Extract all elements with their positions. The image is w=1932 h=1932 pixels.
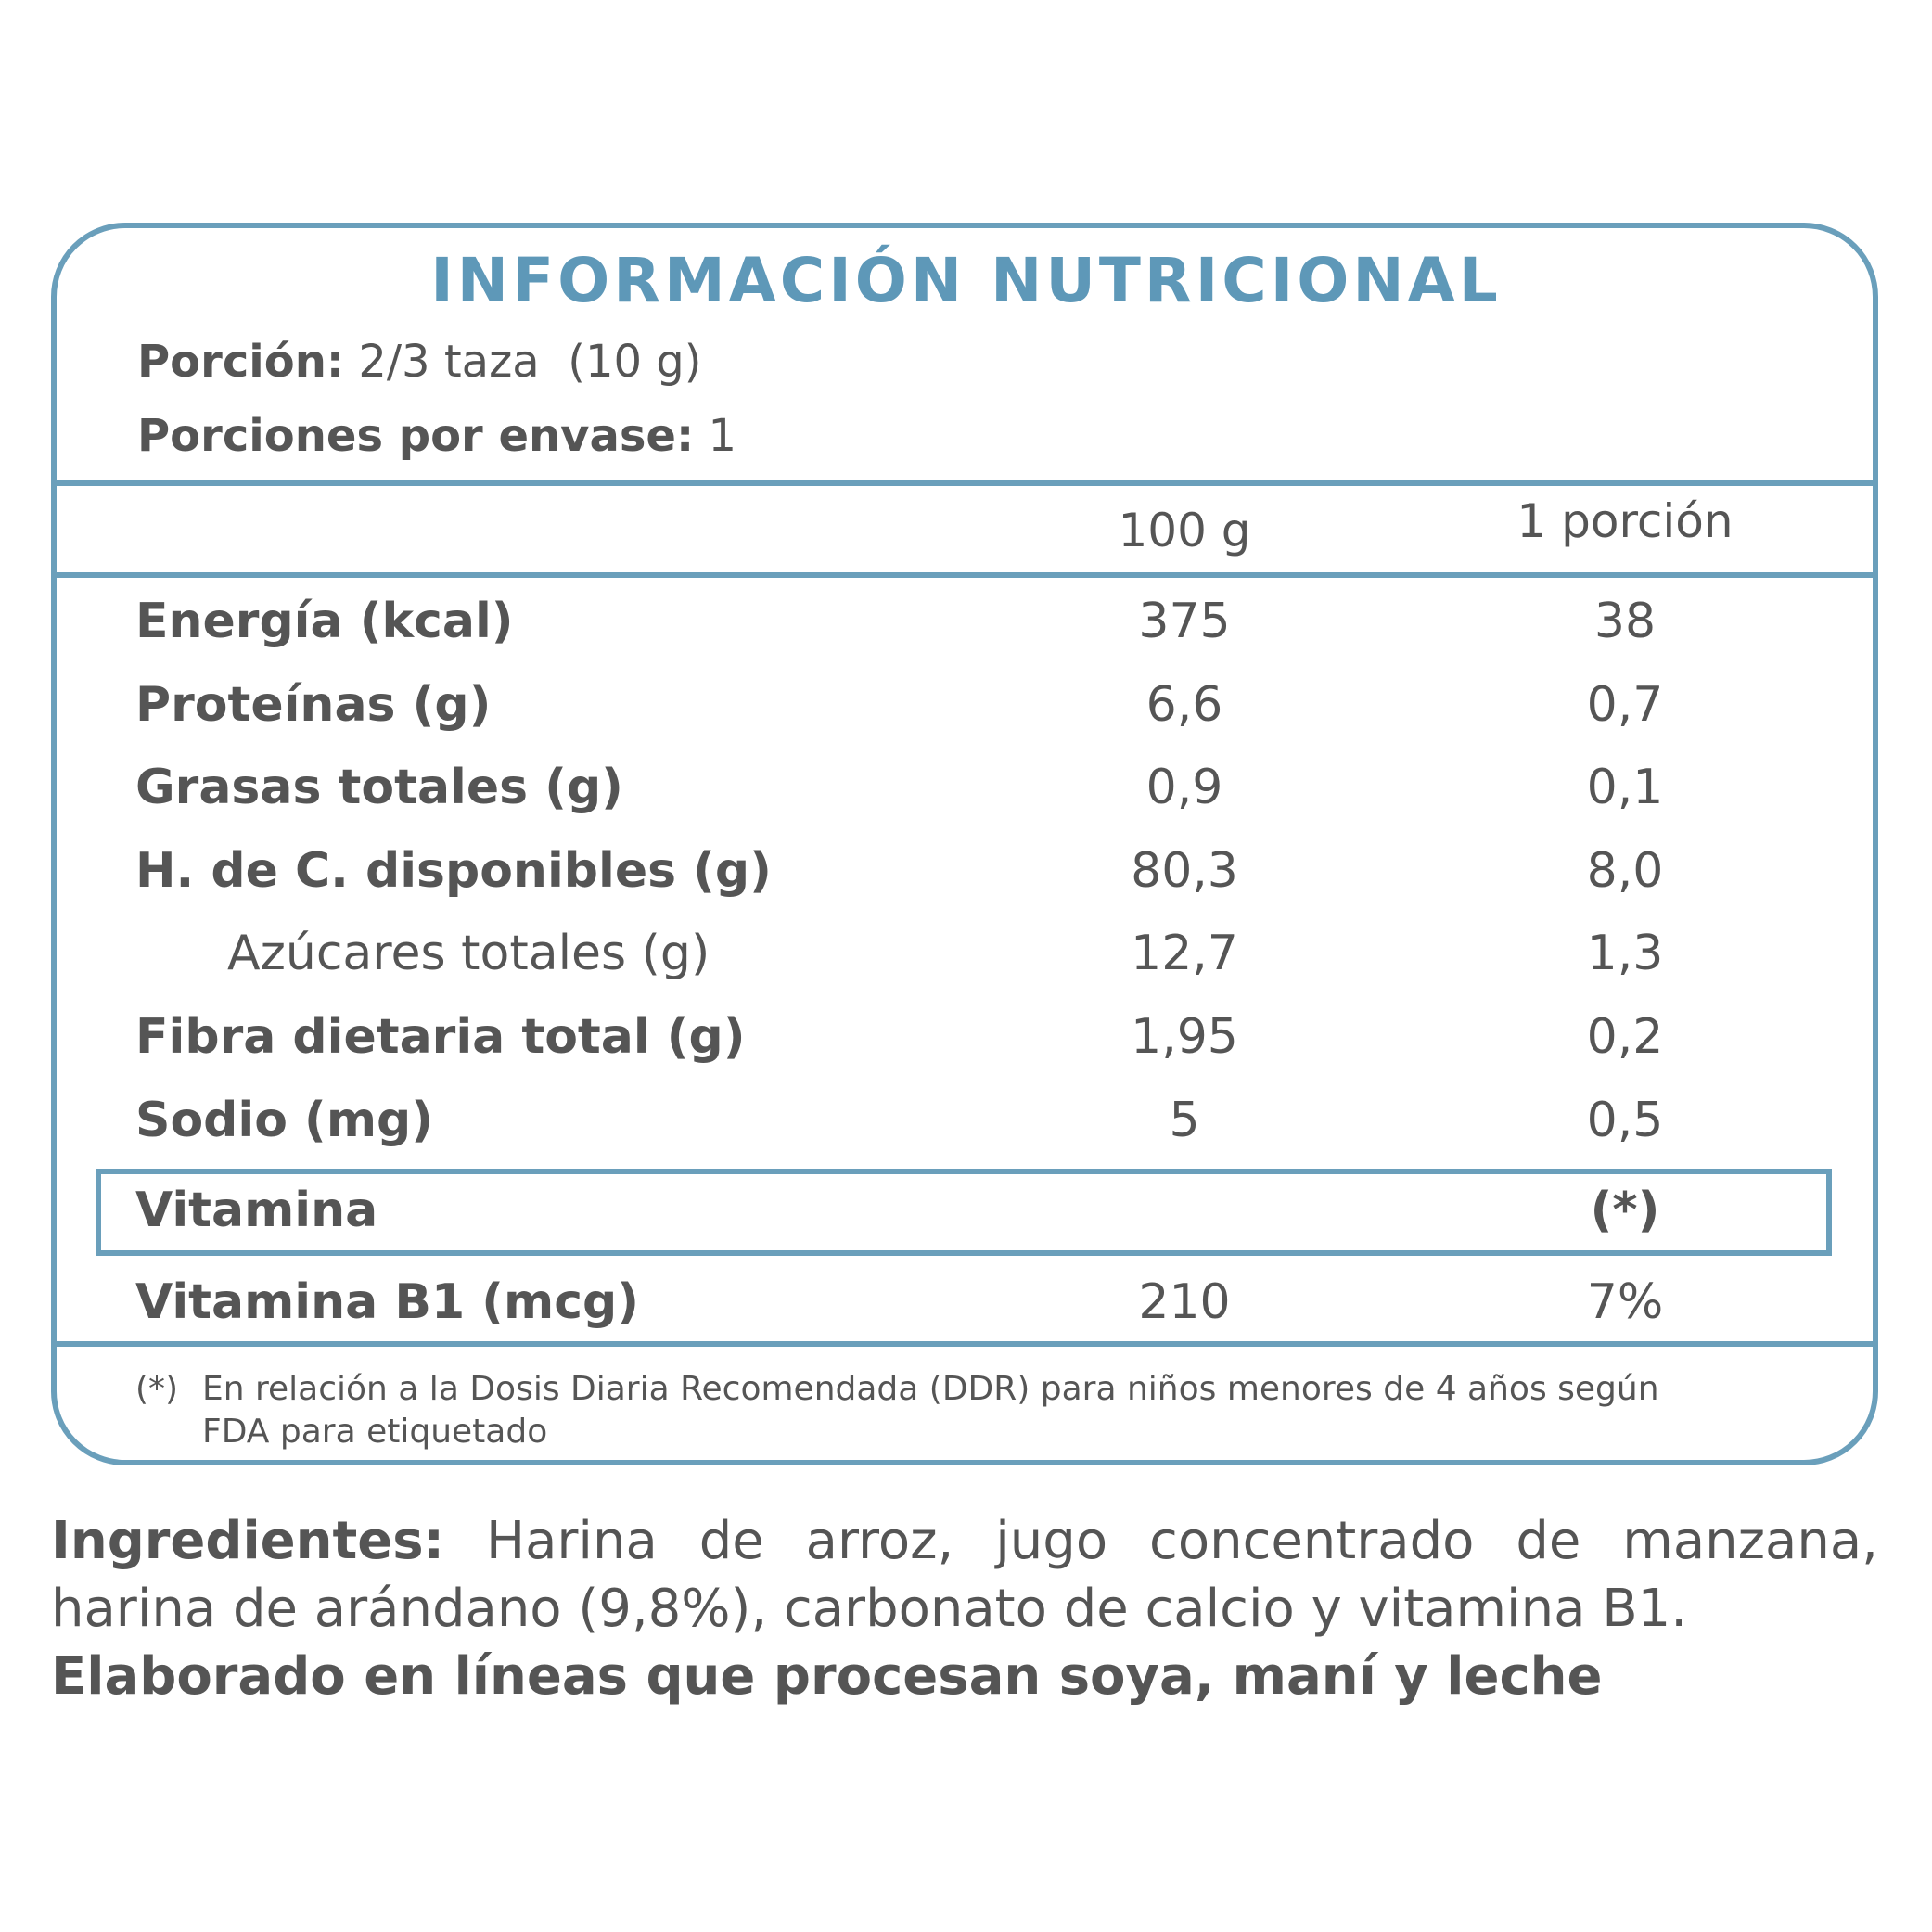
nutrient-label: H. de C. disponibles (g) — [135, 843, 772, 899]
vitamin-header-marker: (*) — [1590, 1183, 1660, 1238]
nutrient-label: Energía (kcal) — [135, 594, 514, 649]
nutrient-value-100g: 6,6 — [1145, 677, 1223, 733]
ingredients — [51, 1507, 1878, 1643]
nutrient-label: Proteínas (g) — [135, 677, 492, 733]
nutrient-label: Fibra dietaria total (g) — [135, 1009, 746, 1065]
footnote — [135, 1368, 1823, 1453]
nutrient-label: Grasas totales (g) — [135, 760, 623, 815]
vitamin-label: Vitamina B1 (mcg) — [135, 1274, 640, 1330]
servings-per-package-value: 1 — [708, 410, 736, 462]
footnote-mark: (*) — [135, 1370, 179, 1408]
servings-per-package-label: Porciones por envase: — [137, 410, 695, 462]
nutrient-value-portion: 1,3 — [1586, 926, 1664, 981]
divider-top — [51, 480, 1878, 486]
nutrient-value-100g: 80,3 — [1131, 843, 1238, 899]
nutrient-value-100g: 0,9 — [1145, 760, 1223, 815]
vitamin-header-label: Vitamina — [135, 1183, 378, 1238]
nutrient-value-portion: 8,0 — [1586, 843, 1664, 899]
serving-size-label: Porción: — [137, 336, 345, 388]
nutrient-value-portion: 38 — [1593, 594, 1657, 649]
nutrient-value-portion: 0,2 — [1586, 1009, 1664, 1065]
column-header-100g: 100 g — [1118, 504, 1251, 557]
vitamin-value-100g: 210 — [1138, 1274, 1231, 1330]
serving-size — [137, 334, 701, 390]
nutrient-value-100g: 12,7 — [1131, 926, 1238, 981]
nutrient-value-100g: 5 — [1169, 1093, 1200, 1148]
divider-bottom — [51, 1341, 1878, 1347]
nutrient-value-portion: 0,5 — [1586, 1093, 1664, 1148]
vitamin-value-portion: 7% — [1586, 1274, 1664, 1330]
footnote-line2: FDA para etiquetado — [202, 1413, 548, 1451]
divider-header — [51, 572, 1878, 578]
ingredients-text: Harina de arroz, jugo concentrado de manzana, harina de arándano (9,8%), carbonato de calcio y vitamina B1. — [51, 1511, 1878, 1639]
panel-title: INFORMACIÓN NUTRICIONAL — [430, 245, 1502, 316]
serving-size-value: 2/3 taza (10 g) — [358, 336, 702, 388]
servings-per-package — [137, 408, 736, 464]
ingredients-label: Ingredientes: — [51, 1511, 444, 1571]
nutrient-value-100g: 1,95 — [1131, 1009, 1238, 1065]
footnote-line1: En relación a la Dosis Diaria Recomendada (DDR) para niños menores de 4 años según — [202, 1370, 1659, 1408]
nutrient-value-portion: 0,7 — [1586, 677, 1664, 733]
nutrient-label: Sodio (mg) — [135, 1093, 433, 1148]
nutrient-value-portion: 0,1 — [1586, 760, 1664, 815]
nutrient-value-100g: 375 — [1138, 594, 1231, 649]
allergen-warning: Elaborado en líneas que procesan soya, maní y leche — [51, 1646, 1603, 1707]
nutrient-sublabel: Azúcares totales (g) — [227, 926, 710, 981]
column-header-portion: 1 porción — [1516, 494, 1734, 548]
